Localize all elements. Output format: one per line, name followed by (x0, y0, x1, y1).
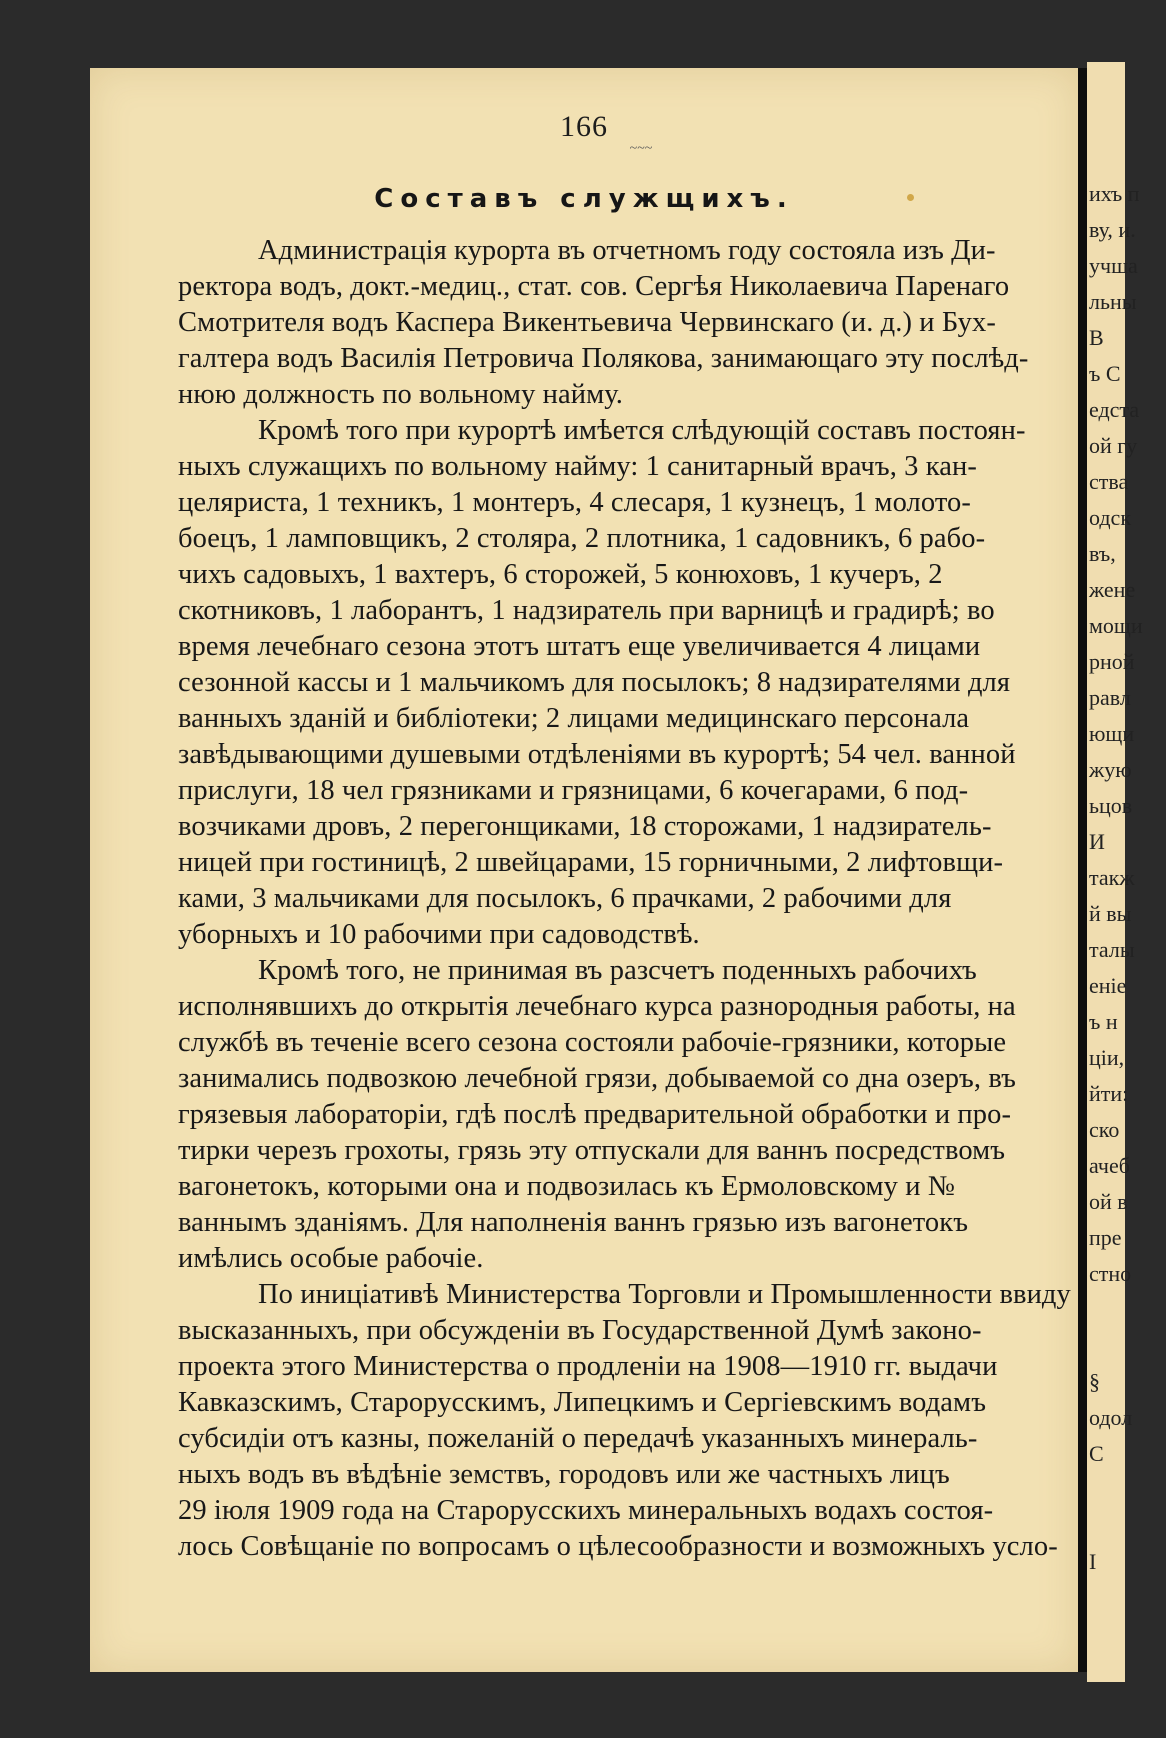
text-line: субсидіи отъ казны, пожеланій о передачѣ указанныхъ минераль- (178, 1423, 978, 1454)
next-page-fragment: ихъ п (1089, 181, 1140, 206)
next-page-fragment: ъ С (1089, 361, 1121, 386)
text-line: сезонной кассы и 1 мальчикомъ для посылокъ; 8 надзирателями для (178, 667, 1011, 698)
text-line: имѣлись особые рабочіе. (178, 1243, 484, 1274)
text-line: ныхъ водъ въ вѣдѣніе земствъ, городовъ или же частныхъ лицъ (178, 1459, 950, 1490)
next-page-fragment: учша (1089, 253, 1138, 278)
next-page-fragment: І (1089, 1549, 1097, 1574)
section-title: Составъ служщихъ. (374, 184, 794, 214)
text-line: Кромѣ того, не принимая въ разсчетъ поденныхъ рабочихъ (258, 955, 977, 986)
text-line: ванныхъ зданій и библіотеки; 2 лицами медицинскаго персонала (178, 703, 970, 734)
text-line: возчиками дровъ, 2 перегонщиками, 18 сторожами, 1 надзиратель- (178, 811, 992, 842)
text-line: время лечебнаго сезона этотъ штатъ еще увеличивается 4 лицами (178, 631, 981, 662)
text-line: проекта этого Министерства о продленіи на 1908—1910 гг. выдачи (178, 1351, 998, 1382)
text-line: По иниціативѣ Министерства Торговли и Промышленности ввиду (258, 1279, 1071, 1310)
next-page-fragment: ско (1089, 1117, 1120, 1142)
next-page-fragment: льны (1089, 289, 1137, 314)
text-line: целяриста, 1 техникъ, 1 монтеръ, 4 слесаря, 1 кузнецъ, 1 молото- (178, 487, 971, 518)
next-page-fragment: й вы (1089, 901, 1132, 926)
next-page-fragment: такж (1089, 865, 1135, 890)
text-line: тирки черезъ грохоты, грязь эту отпускали для ваннъ посредствомъ (178, 1135, 1006, 1166)
text-line: вагонетокъ, которыми она и подвозилась къ Ермоловскому и № (178, 1171, 956, 1202)
text-line: ректора водъ, докт.-медиц., стат. сов. Сергѣя Николаевича Паренаго (178, 271, 1010, 302)
next-page-fragment: мощи (1089, 613, 1143, 638)
text-line: Кавказскимъ, Старорусскимъ, Липецкимъ и Сергіевскимъ водамъ (178, 1387, 987, 1418)
text-line: боецъ, 1 ламповщикъ, 2 столяра, 2 плотника, 1 садовникъ, 6 рабо- (178, 523, 986, 554)
page-number-ornament: ~~~ (629, 141, 653, 156)
text-line: прислуги, 18 чел грязниками и грязницами, 6 кочегарами, 6 под- (178, 775, 969, 806)
next-page-fragment: ціи, (1089, 1045, 1125, 1070)
next-page-fragment: еніе (1089, 973, 1127, 998)
next-page-fragment: одол (1089, 1405, 1133, 1430)
text-line: 29 іюля 1909 года на Старорусскихъ минеральныхъ водахъ состоя- (178, 1495, 994, 1526)
page-edge-shadow (1078, 68, 1087, 1672)
next-page-fragment: § (1089, 1369, 1100, 1394)
next-page-fragment (1089, 1470, 1149, 1510)
next-page-fragment: стно (1089, 1261, 1132, 1286)
text-line: грязевыя лабораторіи, гдѣ послѣ предварительной обработки и про- (178, 1099, 1012, 1130)
next-page-fragment: рной (1089, 649, 1135, 674)
next-page-fragment: ющи (1089, 721, 1135, 746)
text-line: высказанныхъ, при обсужденіи въ Государственной Думѣ законо- (178, 1315, 982, 1346)
text-line: Кромѣ того при курортѣ имѣется слѣдующій составъ постоян- (258, 415, 1026, 446)
next-page-fragment: ъ н (1089, 1009, 1118, 1034)
next-page-fragment (1089, 1506, 1149, 1546)
page-number: 166 (560, 110, 608, 143)
text-line: Смотрителя водъ Каспера Викентьевича Червинскаго (и. д.) и Бух- (178, 307, 996, 338)
next-page-fragment: В (1089, 325, 1104, 350)
text-line: исполнявшихъ до открытія лечебнаго курса разнородныя работы, на (178, 991, 1016, 1022)
text-line: уборныхъ и 10 рабочими при садоводствѣ. (178, 919, 700, 950)
text-line: завѣдывающими душевыми отдѣленіями въ курортѣ; 54 чел. ванной (178, 739, 1016, 770)
document-page (90, 68, 1078, 1672)
text-line: ницей при гостиницѣ, 2 швейцарами, 15 горничными, 2 лифтовщи- (178, 847, 1004, 878)
next-page-fragment: ства (1089, 469, 1129, 494)
text-line: нюю должность по вольному найму. (178, 379, 623, 410)
next-page-fragment: жую (1089, 757, 1132, 782)
next-page-fragment: пре (1089, 1225, 1122, 1250)
body-text (178, 233, 1166, 1565)
next-page-fragment: ачеб (1089, 1153, 1130, 1178)
text-line: ваннымъ зданіямъ. Для наполненія ваннъ грязью изъ вагонетокъ (178, 1207, 969, 1238)
text-line: Администрація курорта въ отчетномъ году состояла изъ Ди- (258, 235, 996, 266)
text-line: ками, 3 мальчиками для посылокъ, 6 прачками, 2 рабочими для (178, 883, 952, 914)
text-line: чихъ садовыхъ, 1 вахтеръ, 6 сторожей, 5 конюховъ, 1 кучеръ, 2 (178, 559, 943, 590)
text-line: галтера водъ Василія Петровича Полякова, занимающаго эту послѣд- (178, 343, 1029, 374)
next-page-fragment (1089, 1290, 1149, 1330)
next-page-fragment: И (1089, 829, 1105, 854)
next-page-fragment (1089, 1326, 1149, 1366)
next-page-strip (1087, 62, 1143, 1682)
next-page-fragment: жене (1089, 577, 1136, 602)
text-line: лось Совѣщаніе по вопросамъ о цѣлесообразности и возможныхъ усло- (178, 1531, 1058, 1562)
text-line: занимались подвозкою лечебной грязи, добываемой со дна озеръ, въ (178, 1063, 1017, 1094)
next-page-fragment: талы (1089, 937, 1135, 962)
next-page-fragment: ьцов (1089, 793, 1133, 818)
next-page-fragment: едста (1089, 397, 1140, 422)
next-page-fragment: ой гу (1089, 433, 1138, 458)
next-page-fragment: ой в (1089, 1189, 1128, 1214)
next-page-fragment: равл (1089, 685, 1131, 710)
next-page-fragment: одск (1089, 505, 1132, 530)
text-line: ныхъ служащихъ по вольному найму: 1 санитарный врачъ, 3 кан- (178, 451, 977, 482)
next-page-fragment: въ, (1089, 541, 1116, 566)
text-line: службѣ въ теченіе всего сезона состояли рабочіе-грязники, которые (178, 1027, 1007, 1058)
text-line: скотниковъ, 1 лаборантъ, 1 надзиратель при варницѣ и градирѣ; во (178, 595, 995, 626)
next-page-fragment: йти: (1089, 1081, 1129, 1106)
next-page-fragment: С (1089, 1441, 1104, 1466)
next-page-fragment: ву, и. (1089, 217, 1136, 242)
